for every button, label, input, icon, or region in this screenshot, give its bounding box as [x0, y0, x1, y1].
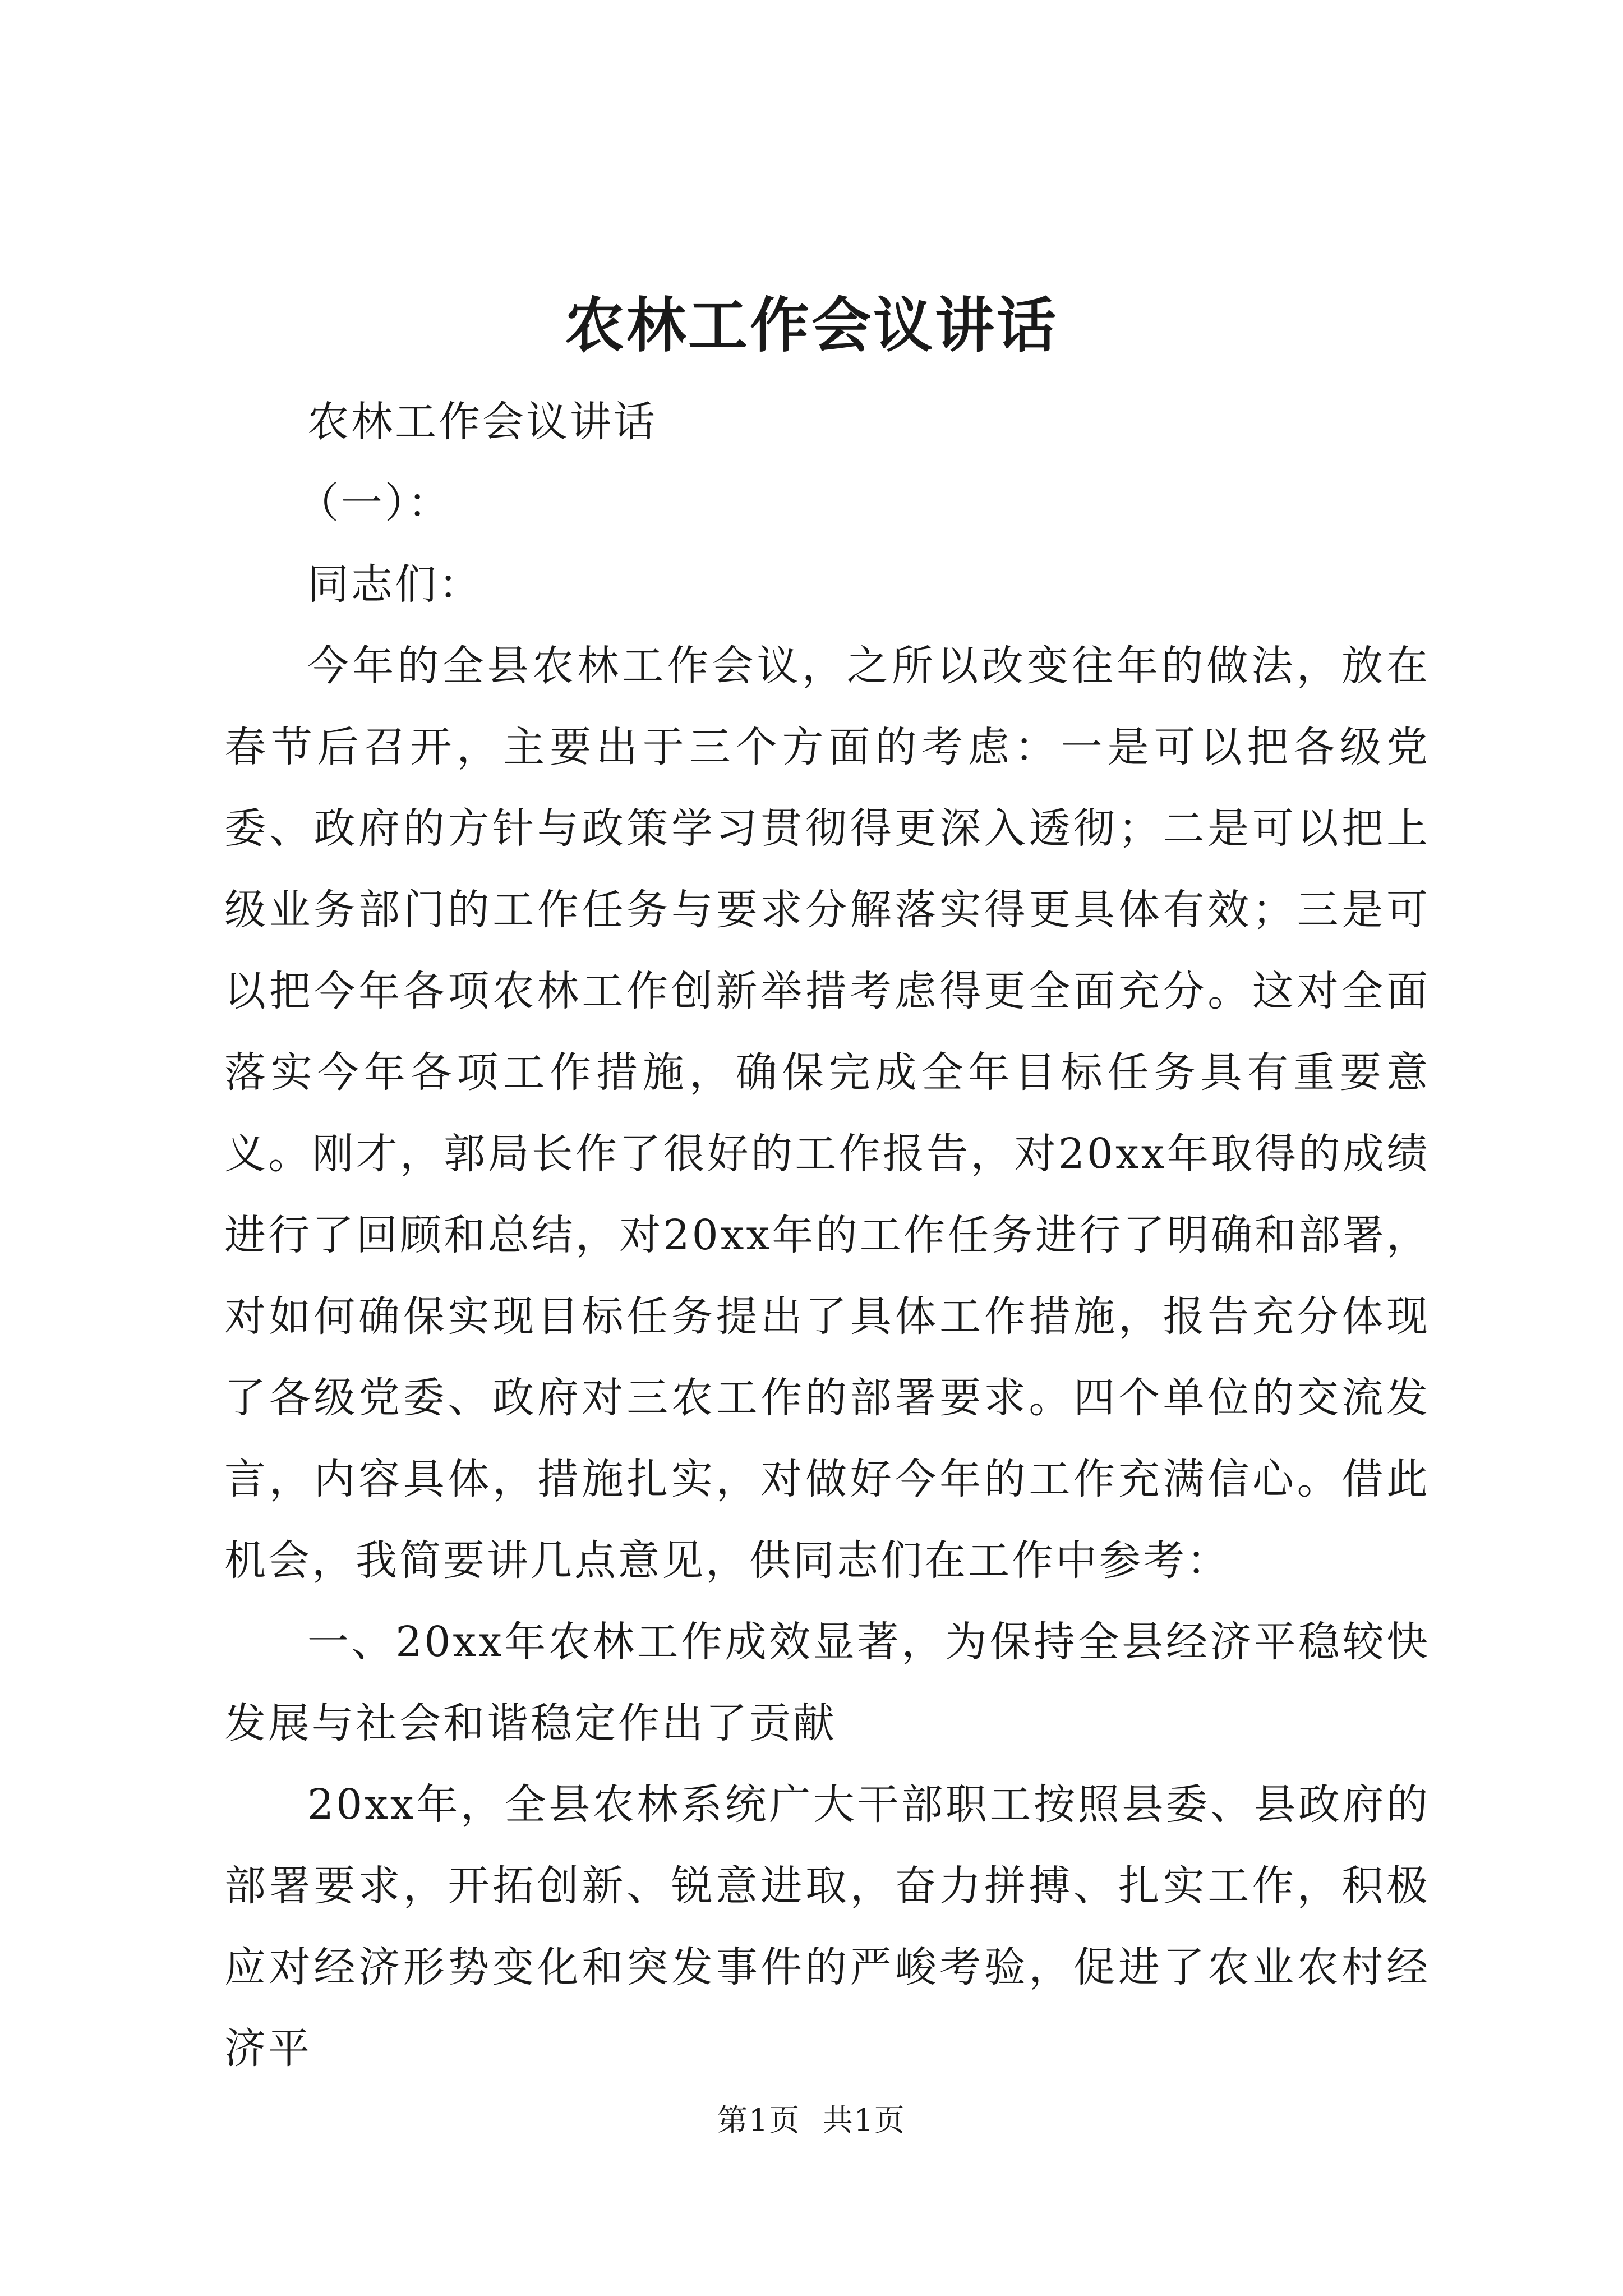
paragraph-salutation: 同志们：	[307, 560, 482, 609]
paragraph-intro: 今年的全县农林工作会议，之所以改变往年的做法，放在春节后召开，主要出于三个方面的考虑：一是可以把各级党委、政府的方针与政策学习贯彻得更深入透彻；二是可以把上级业务部门的工作任务与要求分解落实得更具体有效；三是可以把今年各项农林工作创新举措考虑得更全面充分。这对全面落实今年各项工作措施，确保完成全年目标任务具有重要意义。刚才，郭局长作了很好的工作报告，对20xx年取得的成绩进行了回顾和总结，对20xx年的工作任务进行了明确和部署，对如何确保实现目标任务提出了具体工作措施，报告充分体现了各级党委、政府对三农工作的部署要求。四个单位的交流发言，内容具体，措施扎实，对做好今年的工作充满信心。借此机会，我简要讲几点意见，供同志们在工作中参考：	[224, 642, 1430, 1585]
paragraph-subtitle: 农林工作会议讲话	[307, 398, 657, 446]
page-footer	[0, 2101, 1623, 2140]
paragraph-heading-one: 一、20xx年农林工作成效显著，为保持全县经济平稳较快发展与社会和谐稳定作出了贡献	[224, 1618, 1430, 1747]
paragraph-section-number: （一）：	[297, 479, 451, 527]
page-number-total: 共1页	[822, 2102, 906, 2138]
document-title: 农林工作会议讲话	[565, 290, 1058, 360]
page-number-current: 第1页	[717, 2102, 801, 2138]
paragraph-achievements: 20xx年，全县农林系统广大干部职工按照县委、县政府的部署要求，开拓创新、锐意进取，奋力拼搏、扎实工作，积极应对经济形势变化和突发事件的严峻考验，促进了农业农村经济平	[224, 1780, 1430, 2073]
document-body	[224, 381, 1430, 2090]
